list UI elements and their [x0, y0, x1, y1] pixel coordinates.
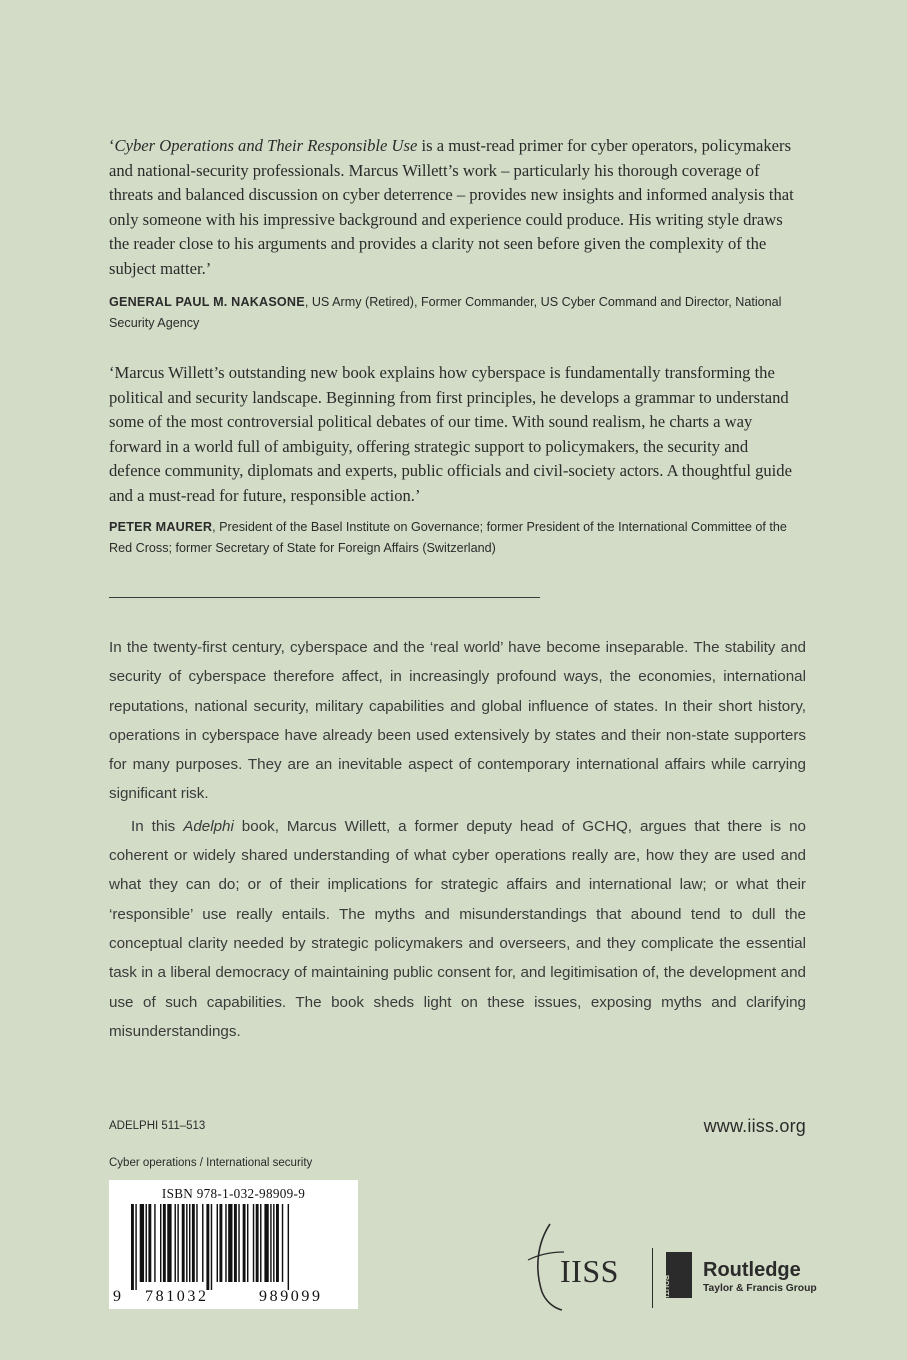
endorsement-quote-2: ‘Marcus Willett’s outstanding new book explains how cyberspace is fundamentally transforming the political and security landscape. Beginning from first principles, he develops a grammar to understand some of the most controversial political debates of our time. With sound realism, he charts a way forward in a world full of ambiguity, offering strategic support to policymakers, the security and defence community, diplomats and experts, public officials and civil-society actors. A thoughtful guide and a must-read for future, responsible action.’ — [109, 363, 792, 505]
barcode-bar — [182, 1204, 185, 1282]
website-link[interactable]: www.iiss.org — [703, 1116, 806, 1136]
barcode-bar — [189, 1204, 190, 1282]
routledge-logo: Routledge — [703, 1259, 801, 1281]
divider-rule — [109, 597, 540, 598]
description-paragraph-2: In this Adelphi book, Marcus Willett, a former deputy head of GCHQ, argues that there is no coherent or widely shared understanding of what cyber operations really are, how they are used and what they can do; or of their implications for strategic affairs and international law; or what their ‘responsible’ use really entails. The myths and misunderstandings that abound tend to dull the conceptual clarity needed by strategic policymakers and overseers, and they complicate the essential task in a liberal democracy of maintaining public consent for, and legitimisation of, the development and use of such capabilities. The book sheds light on these issues, exposing myths and clarifying misunderstandings. — [109, 817, 806, 1040]
endorser-name: GENERAL PAUL M. NAKASONE — [109, 295, 305, 309]
barcode-bar — [206, 1204, 209, 1290]
barcode-bar — [247, 1204, 248, 1282]
barcode-bar — [225, 1204, 226, 1282]
barcode-digit-first: 9 — [113, 1288, 121, 1305]
barcode-bar — [135, 1204, 136, 1290]
barcode-bar — [243, 1204, 246, 1282]
barcode-bar — [270, 1204, 271, 1282]
iiss-logo: IISS — [560, 1253, 619, 1289]
barcode-bar — [282, 1204, 283, 1282]
barcode-bar — [273, 1204, 274, 1282]
endorsement-attribution-1: GENERAL PAUL M. NAKASONE, US Army (Retired), Former Commander, US Cyber Command and Director, National Security Agency — [109, 295, 782, 330]
barcode-bar — [253, 1204, 254, 1282]
endorsement-attribution-2: PETER MAURER, President of the Basel Institute on Governance; former President of the International Committee of the Red Cross; former Secretary of State for Foreign Affairs (Switzerland) — [109, 520, 787, 555]
routledge-subtitle: Taylor & Francis Group — [703, 1283, 817, 1294]
barcode-bar — [154, 1204, 155, 1282]
barcode-bar — [163, 1204, 166, 1282]
description-paragraph-1: In the twenty-first century, cyberspace and the ‘real world’ have become inseparable. The stability and security of cyberspace therefore affect, in increasingly profound ways, the economies, international reputations, national security, military capabilities and global influence of states. In their short history, operations in cyberspace have already been used extensively by states and their non-state supporters for many purposes. They are an inevitable aspect of contemporary international affairs while carrying significant risk. — [109, 639, 806, 803]
barcode-bar — [202, 1204, 203, 1282]
barcode-bar — [192, 1204, 195, 1282]
barcode-bar — [160, 1204, 161, 1282]
book-description — [109, 633, 806, 1046]
barcode-digits-right: 989099 — [259, 1288, 323, 1305]
routledge-mark-icon: ROUTLEDGE — [666, 1252, 692, 1298]
endorser-name: PETER MAURER — [109, 520, 213, 534]
barcode-bar — [131, 1204, 134, 1290]
barcode-bar — [167, 1204, 171, 1282]
barcode-bar — [219, 1204, 222, 1282]
barcode-bar — [148, 1204, 151, 1282]
barcode-bar — [186, 1204, 187, 1282]
barcode-bar — [256, 1204, 259, 1282]
subject-category: Cyber operations / International security — [109, 1157, 313, 1169]
barcode-bar — [140, 1204, 144, 1282]
barcode-bar — [234, 1204, 237, 1282]
barcode-bar — [260, 1204, 261, 1282]
isbn-label: ISBN 978-1-032-98909-9 — [161, 1186, 306, 1201]
barcode-bar — [288, 1204, 289, 1290]
barcode-icon — [115, 1204, 355, 1290]
logo-divider — [652, 1248, 653, 1308]
barcode-bar — [238, 1204, 239, 1282]
barcode-bar — [196, 1204, 197, 1282]
barcode-bar — [217, 1204, 218, 1282]
barcode-bar — [228, 1204, 232, 1282]
endorsement-quote-1: ‘Cyber Operations and Their Responsible Use is a must-read primer for cyber operators, policymakers and national-security professionals. Marcus Willett’s work – particularly his thorough coverage of threats and balanced discussion on cyber deterrence – provides new insights and informed analysis that only someone with his impressive background and experience could produce. His writing style draws the reader close to his arguments and provides a clarity not seen before given the complexity of the subject matter.’ — [109, 136, 794, 278]
barcode-bar — [146, 1204, 147, 1282]
series-number: ADELPHI 511–513 — [109, 1120, 206, 1132]
barcode-bar — [177, 1204, 178, 1282]
barcode-digits-left: 781032 — [145, 1288, 209, 1305]
barcode-bar — [264, 1204, 268, 1282]
isbn-barcode — [109, 1180, 358, 1309]
book-title: Cyber Operations and Their Responsible Use — [114, 136, 418, 155]
barcode-bar — [211, 1204, 212, 1290]
barcode-bar — [276, 1204, 279, 1282]
barcode-bar — [175, 1204, 176, 1282]
